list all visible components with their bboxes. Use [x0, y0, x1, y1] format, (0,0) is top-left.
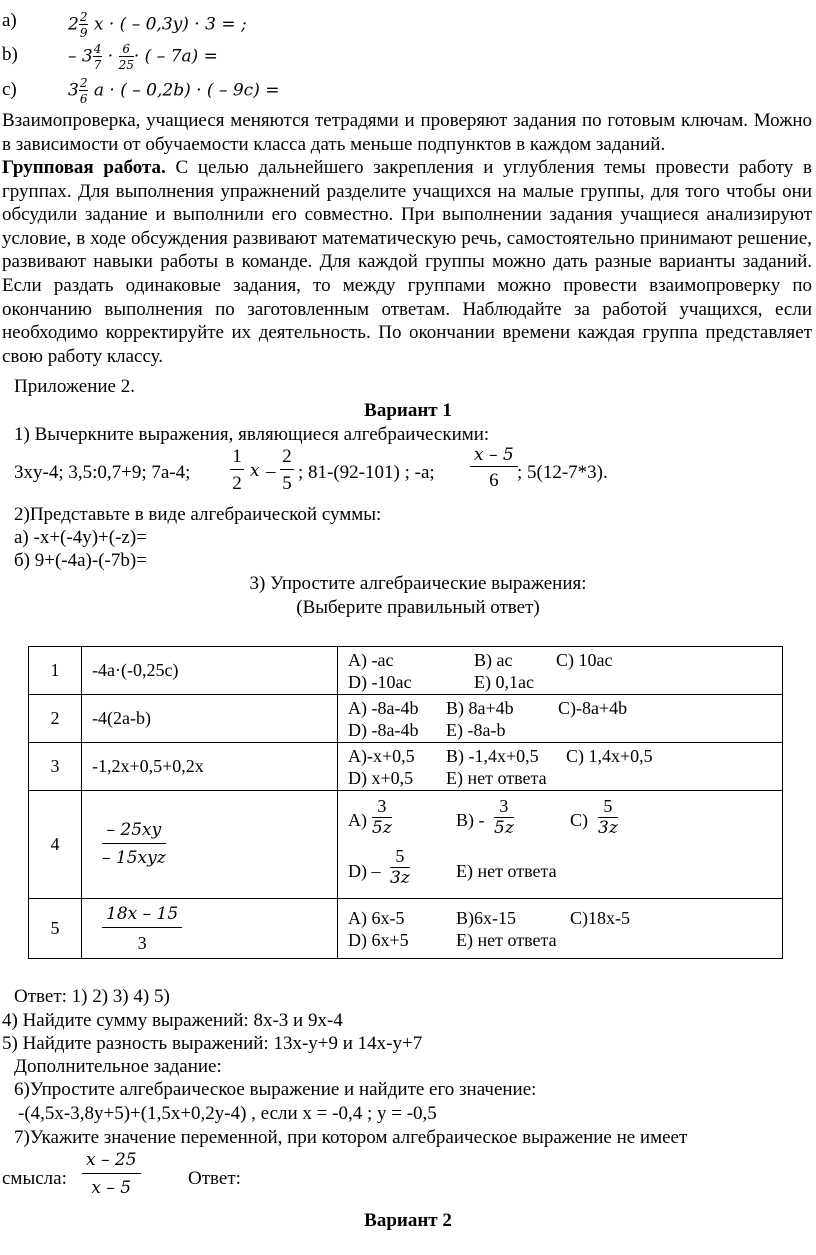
denominator: 5 [282, 473, 292, 494]
numerator: 18x – 15 [102, 906, 182, 928]
fraction [79, 11, 89, 39]
question-2a: а) -x+(-4y)+(-z)= [14, 527, 147, 548]
numerator: 5 [598, 797, 618, 818]
expression-rest: · ( – 7a) = [133, 46, 218, 67]
option-e: E) нет ответа [456, 860, 557, 881]
denominator: – 15xyz [102, 848, 166, 868]
question-6: 6)Упростите алгебраическое выражение и найдите его значение: [14, 1079, 537, 1100]
table-row [29, 695, 783, 743]
question-3: 3) Упростите алгебраические выражения: [249, 573, 587, 594]
options-line [348, 907, 782, 929]
paragraph-group-work [2, 156, 812, 368]
row-number: 3 [29, 743, 82, 791]
group-work-text: С целью дальнейшего закрепления и углубления темы провести работу в группах. Для выполнения упражнений разделите учащихся на малые группы, для того чтобы они обсудили задание и выполнили его совместно. При выполнении задания учащиеся анализируют условие, в ходе обсуждения развивают математическую речь, самостоятельно принимают решение, развивают навыки работы в команде. Для каждой группы можно дать разные варианты заданий. Если раздать одинаковые задания, то между группами можно провести взаимопроверку по окончанию выполнения по заготовленным ответам. Наблюдайте за работой учащихся, если необходимо корректируйте их деятельность. По окончании времени каждая группа представляет свою работу классу. [2, 157, 812, 367]
fraction-expression [102, 822, 166, 867]
row-number: 4 [29, 791, 82, 899]
denominator: x – 5 [91, 1178, 132, 1198]
options-line [348, 697, 782, 719]
numerator: 6 [119, 43, 134, 57]
option-c-label: C) [570, 809, 588, 830]
denominator: 6 [79, 92, 88, 106]
denominator: 3 [137, 932, 147, 953]
fraction-x-5-over-6 [470, 447, 518, 490]
option-c: C)18x-5 [570, 907, 630, 928]
expression-rest: x · ( – 0,3y) · 3 = ; [93, 14, 247, 35]
numerator: 5 [390, 847, 410, 868]
expr-part-2: ; 81-(92-101) ; -a; [298, 462, 435, 483]
denominator: 25 [118, 58, 134, 72]
table-row [29, 743, 783, 791]
option-b-label: B) - [456, 809, 485, 830]
group-work-title: Групповая работа. [2, 157, 166, 178]
option-c-fraction [598, 797, 618, 837]
option-c: C)-8a+4b [558, 697, 628, 718]
row-expression: -4a·(-0,25c) [82, 647, 338, 695]
fraction-expression [102, 903, 182, 953]
fraction-1-2 [230, 447, 244, 493]
option-d: D) -8a-4b [348, 719, 419, 740]
option-a: A) -ac [348, 649, 394, 670]
expr-part-1: 3xy-4; 3,5:0,7+9; 7a-4; [14, 462, 191, 483]
numerator: 3 [372, 797, 392, 818]
answer-choices-table [28, 646, 783, 959]
options-line [348, 719, 782, 741]
task-label: c) [2, 79, 17, 100]
row-options [338, 695, 783, 743]
denominator: 3z [390, 867, 410, 888]
option-e: E) -8a-b [446, 719, 506, 740]
option-d: D) x+0,5 [348, 767, 414, 788]
question-7-answer-label: Ответ: [188, 1168, 241, 1189]
fraction-bar [230, 469, 244, 470]
denominator: 2 [232, 473, 242, 494]
option-b-fraction [494, 797, 514, 837]
fraction-2-5 [280, 447, 294, 493]
denominator: 6 [489, 470, 499, 491]
variant-2-title: Вариант 2 [364, 1210, 452, 1231]
option-b: B)6x-15 [456, 907, 516, 928]
mixed-number [68, 77, 279, 105]
numerator: 2 [282, 446, 292, 467]
option-c: C) 10ac [556, 649, 613, 670]
option-b: B) 8a+4b [446, 697, 514, 718]
variant-1-title: Вариант 1 [364, 400, 452, 421]
row-number: 2 [29, 695, 82, 743]
question-1: 1) Вычеркните выражения, являющиеся алгебраическими: [14, 424, 490, 445]
table-row [29, 899, 783, 959]
numerator: 4 [93, 42, 102, 56]
numerator: 3 [494, 797, 514, 818]
options-line [348, 767, 782, 789]
option-d: D) 6x+5 [348, 929, 409, 950]
option-e: E) 0,1ac [474, 671, 534, 692]
denominator: 5z [372, 817, 392, 838]
row-options [338, 899, 783, 959]
question-3-note: (Выберите правильный ответ) [296, 597, 540, 618]
row-number: 5 [29, 899, 82, 959]
numerator: x – 5 [470, 447, 518, 467]
question-4: 4) Найдите сумму выражений: 8x-3 и 9x-4 [2, 1010, 343, 1031]
option-a-label: A) [348, 809, 367, 830]
row-options [338, 743, 783, 791]
option-a: A)-x+0,5 [348, 745, 415, 766]
options-line [348, 649, 782, 671]
question-7: 7)Укажите значение переменной, при котором алгебраическое выражение не имеет [14, 1127, 688, 1148]
task-label: a) [2, 10, 17, 31]
options-line [348, 929, 782, 951]
option-b: B) -1,4x+0,5 [446, 745, 539, 766]
option-e: E) нет ответа [446, 767, 547, 788]
extra-task-title: Дополнительное задание: [14, 1056, 222, 1077]
fraction-x25-over-x5 [82, 1152, 141, 1197]
option-a: A) 6x-5 [348, 907, 405, 928]
fraction [93, 43, 103, 71]
answer-line: Ответ: 1) 2) 3) 4) 5) [14, 986, 170, 1007]
expression-rest: a · ( – 0,2b) · ( – 9c) = [93, 80, 280, 101]
mixed-number [68, 43, 218, 71]
options-line [348, 671, 782, 693]
row-options [338, 791, 783, 899]
options-line [348, 745, 782, 767]
denominator: 9 [79, 26, 88, 40]
dot-operator: · [107, 46, 114, 67]
question-2b: б) 9+(-4a)-(-7b)= [14, 550, 147, 571]
denominator: 3z [598, 817, 618, 838]
paragraph-mutual-check: Взаимопроверка, учащиеся меняются тетрадями и проверяют задания по готовым ключам. Можно в зависимости от обучаемости класса дать меньше подпунктов в каждом заданий. [2, 110, 812, 155]
numerator: 2 [79, 76, 88, 90]
options-line [348, 795, 782, 845]
denominator: 7 [93, 58, 102, 72]
task-label: b) [2, 44, 18, 65]
fraction [119, 43, 134, 71]
question-2: 2)Представьте в виде алгебраической суммы: [14, 504, 382, 525]
row-expression [82, 791, 338, 899]
option-a-fraction [372, 797, 392, 837]
whole-part: 2 [68, 14, 79, 35]
row-number: 1 [29, 647, 82, 695]
option-d-label: D) – [348, 860, 381, 881]
options-line [348, 845, 782, 895]
row-expression [82, 899, 338, 959]
denominator: 5z [494, 817, 514, 838]
numerator: 2 [79, 10, 88, 24]
option-a: A) -8a-4b [348, 697, 419, 718]
table-row [29, 791, 783, 899]
mixed-number [68, 11, 247, 39]
variable-x: x [250, 461, 260, 481]
minus-sign: – [266, 461, 276, 482]
question-7-prefix: смысла: [2, 1168, 67, 1189]
whole-part: 3 [68, 80, 79, 101]
row-expression: -4(2a-b) [82, 695, 338, 743]
table-row [29, 647, 783, 695]
whole-part: – 3 [68, 46, 93, 67]
question-5: 5) Найдите разность выражений: 13x-y+9 и 14x-y+7 [2, 1033, 423, 1054]
question-6-expression: -(4,5x-3,8y+5)+(1,5x+0,2y-4) , если x = -0,4 ; y = -0,5 [18, 1103, 437, 1124]
fraction [79, 77, 89, 105]
expr-part-3: ; 5(12-7*3). [517, 462, 608, 483]
option-c: C) 1,4x+0,5 [566, 745, 653, 766]
numerator: x – 25 [82, 1152, 141, 1174]
option-d-fraction [390, 847, 410, 887]
row-options [338, 647, 783, 695]
numerator: – 25xy [102, 822, 166, 844]
row-expression: -1,2x+0,5+0,2x [82, 743, 338, 791]
fraction-bar [280, 469, 294, 470]
numerator: 1 [232, 446, 242, 467]
appendix-title: Приложение 2. [14, 376, 135, 397]
option-b: B) ac [474, 649, 513, 670]
option-d: D) -10ac [348, 671, 412, 692]
option-e: E) нет ответа [456, 929, 557, 950]
